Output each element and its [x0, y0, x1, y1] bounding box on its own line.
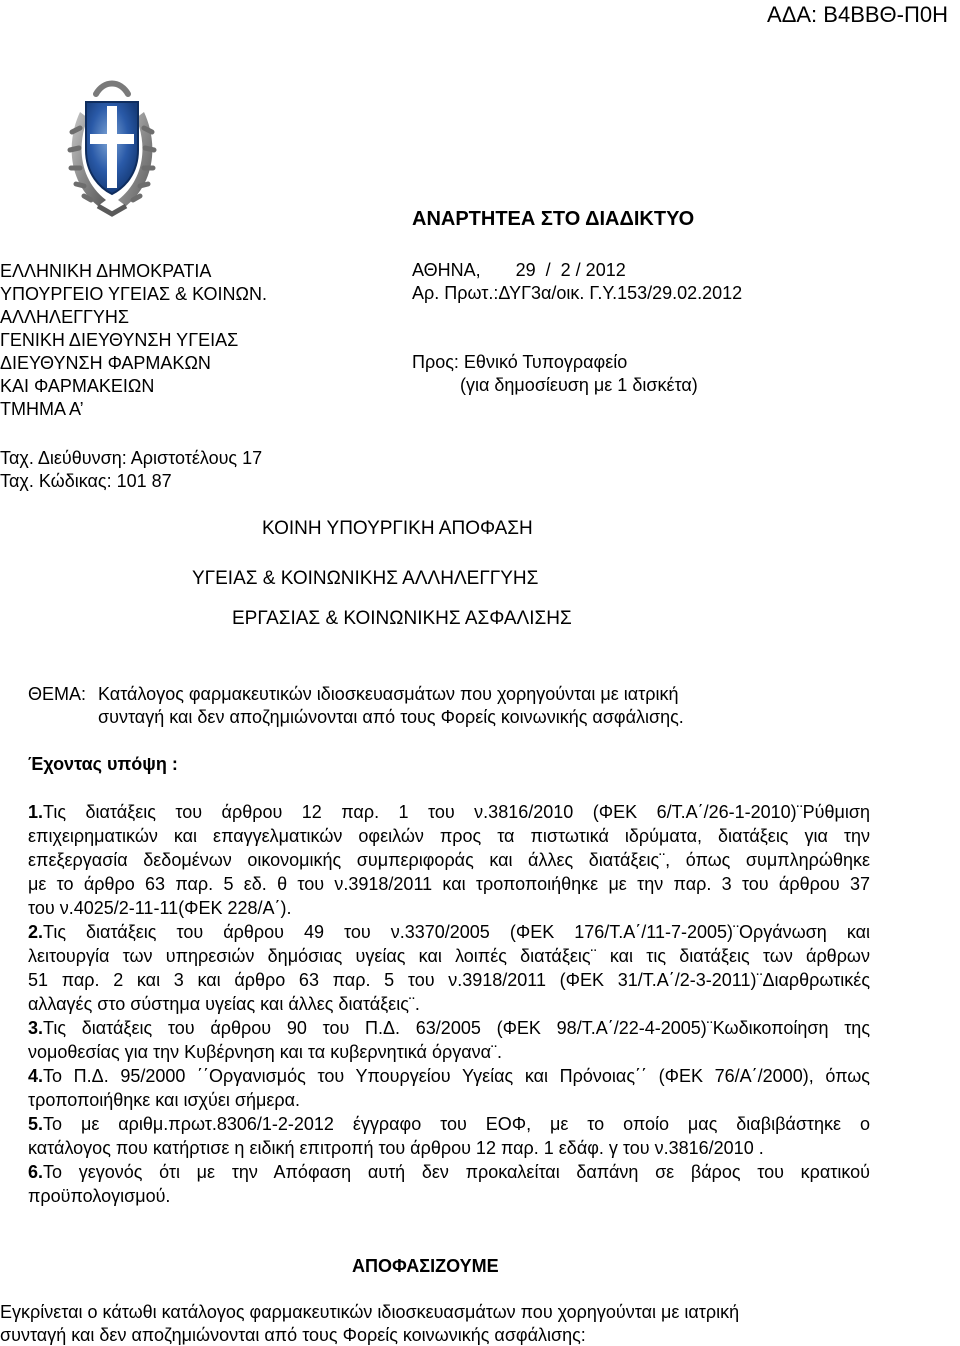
authority-line: ΓΕΝΙΚΗ ΔΙΕΥΘΥΝΣΗ ΥΓΕΙΑΣ	[0, 330, 239, 350]
authority-line: ΚΑΙ ΦΑΡΜΑΚΕΙΩΝ	[0, 376, 155, 396]
item-number: 5.	[28, 1114, 44, 1134]
authority-line: ΥΠΟΥΡΓΕΙΟ ΥΓΕΙΑΣ & ΚΟΙΝΩΝ.	[0, 284, 268, 304]
decision-heading: ΑΠΟΦΑΣΙΖΟΥΜΕ	[352, 1256, 499, 1276]
consideration-line	[28, 1113, 870, 1137]
item-number: 2.	[28, 922, 44, 942]
protocol-number: Αρ. Πρωτ.:ΔΥΓ3α/οικ. Γ.Υ.153/29.02.2012	[412, 283, 743, 303]
consideration-line	[28, 1017, 870, 1041]
ministry-title-1: ΥΓΕΙΑΣ & ΚΟΙΝΩΝΙΚΗΣ ΑΛΛΗΛΕΓΓΥΗΣ	[192, 568, 539, 589]
recipient-note: (για δημοσίευση με 1 δισκέτα)	[460, 375, 698, 395]
consideration-line: τροποποιήθηκε και ισχύει σήμερα.	[28, 1090, 301, 1110]
consideration-line: 51 παρ. 2 και 3 και άρθρο 63 παρ. 5 του ν.3918/2011 (ΦΕΚ 31/Τ.Α΄/2-3-2011)¨Διαρθρωτικές	[28, 970, 870, 990]
authority-line: ΔΙΕΥΘΥΝΣΗ ΦΑΡΜΑΚΩΝ	[0, 353, 211, 373]
consideration-line: επιχειρηματικών και επαγγελματικών οφειλών προς τα πιστωτικά ιδρύματα, διατάξεις για την	[28, 826, 870, 846]
item-number: 1.	[28, 802, 44, 822]
consideration-line: με το άρθρο 63 παρ. 5 εδ. θ του ν.3918/2011 και τροποποιήθηκε με την παρ. 3 του άρθρου 37	[28, 874, 870, 894]
ministry-title-2: ΕΡΓΑΣΙΑΣ & ΚΟΙΝΩΝΙΚΗΣ ΑΣΦΑΛΙΣΗΣ	[232, 608, 572, 629]
subject-label: ΘΕΜΑ:	[28, 684, 87, 704]
decision-title: ΚΟΙΝΗ ΥΠΟΥΡΓΙΚΗ ΑΠΟΦΑΣΗ	[262, 518, 533, 539]
posting-notice: ΑΝΑΡΤΗΤΕΑ ΣΤΟ ΔΙΑΔΙΚΤΥΟ	[412, 208, 695, 230]
consideration-line: νομοθεσίας για την Κυβέρνηση και τα κυβερνητικά όργανα¨.	[28, 1042, 503, 1062]
authority-line: ΤΜΗΜΑ Α’	[0, 399, 84, 419]
item-text: Τις διατάξεις του άρθρου 90 του Π.Δ. 63/2005 (ΦΕΚ 98/Τ.Α΄/22-4-2005)¨Κωδικοποίηση της	[43, 1018, 870, 1038]
consideration-line: λειτουργία των υπηρεσιών δημόσιας υγείας και λοιπές διατάξεις¨ και τις διατάξεις των άρθρων	[28, 946, 870, 966]
subject-line: Κατάλογος φαρμακευτικών ιδιοσκευασμάτων που χορηγούνται με ιατρική	[98, 684, 679, 704]
greek-emblem-logo	[62, 72, 162, 218]
consideration-line: αλλαγές στο σύστημα υγείας και άλλες διατάξεις¨.	[28, 994, 420, 1014]
item-text: Το με αριθμ.πρωτ.8306/1-2-2012 έγγραφο του ΕΟΦ, με το οποίο μας διαβιβάστηκε ο	[43, 1114, 870, 1134]
consideration-line: του ν.4025/2-11-11(ΦΕΚ 228/Α΄).	[28, 898, 292, 918]
item-text: Το Π.Δ. 95/2000 ΄΄Οργανισμός του Υπουργείου Υγείας και Πρόνοιας΄΄ (ΦΕΚ 76/Α΄/2000), όπως	[43, 1066, 870, 1086]
authority-line: ΕΛΛΗΝΙΚΗ ΔΗΜΟΚΡΑΤΙΑ	[0, 261, 212, 281]
consideration-line	[28, 1161, 870, 1185]
item-number: 4.	[28, 1066, 44, 1086]
authority-line: ΑΛΛΗΛΕΓΓΥΗΣ	[0, 307, 130, 327]
authority-block	[0, 260, 267, 421]
consideration-line	[28, 1065, 870, 1089]
item-number: 3.	[28, 1018, 44, 1038]
subject-line: συνταγή και δεν αποζημιώνονται από τους Φορείς κοινωνικής ασφάλισης.	[98, 707, 684, 727]
consideration-line	[28, 801, 870, 825]
consideration-line: κατάλογος που κατήρτισε η ειδική επιτροπή του άρθρου 12 παρ. 1 εδάφ. γ του ν.3816/2010 .	[28, 1138, 764, 1158]
consideration-line: προϋπολογισμού.	[28, 1186, 171, 1206]
item-text: Το γεγονός ότι με την Απόφαση αυτή δεν προκαλείται δαπάνη σε βάρος του κρατικού	[43, 1162, 870, 1182]
recipient: Προς: Εθνικό Τυπογραφείο	[412, 352, 628, 372]
decision-text-line: Εγκρίνεται ο κάτωθι κατάλογος φαρμακευτικών ιδιοσκευασμάτων που χορηγούνται με ιατρική	[0, 1302, 740, 1322]
item-number: 6.	[28, 1162, 44, 1182]
date-line: ΑΘΗΝΑ, 29 / 2 / 2012	[412, 260, 626, 280]
ada-code: ΑΔΑ: Β4ΒΒΘ-Π0Η	[767, 2, 948, 27]
item-text: Τις διατάξεις του άρθρου 49 του ν.3370/2005 (ΦΕΚ 176/Τ.Α΄/11-7-2005)¨Οργάνωση και	[43, 922, 870, 942]
decision-text-line: συνταγή και δεν αποζημιώνονται από τους Φορείς κοινωνικής ασφάλισης:	[0, 1325, 586, 1345]
item-text: Τις διατάξεις του άρθρου 12 παρ. 1 του ν.3816/2010 (ΦΕΚ 6/Τ.Α΄/26-1-2010)¨Ρύθμιση	[43, 802, 870, 822]
consideration-line: επεξεργασία δεδομένων οικονομικής συμπεριφοράς και άλλες διατάξεις¨, όπως συμπληρώθηκε	[28, 850, 870, 870]
address-street: Ταχ. Διεύθυνση: Αριστοτέλους 17	[0, 448, 263, 468]
address-postal: Ταχ. Κώδικας: 101 87	[0, 471, 172, 491]
consideration-line	[28, 921, 870, 945]
considering-heading: Έχοντας υπόψη :	[28, 754, 178, 774]
